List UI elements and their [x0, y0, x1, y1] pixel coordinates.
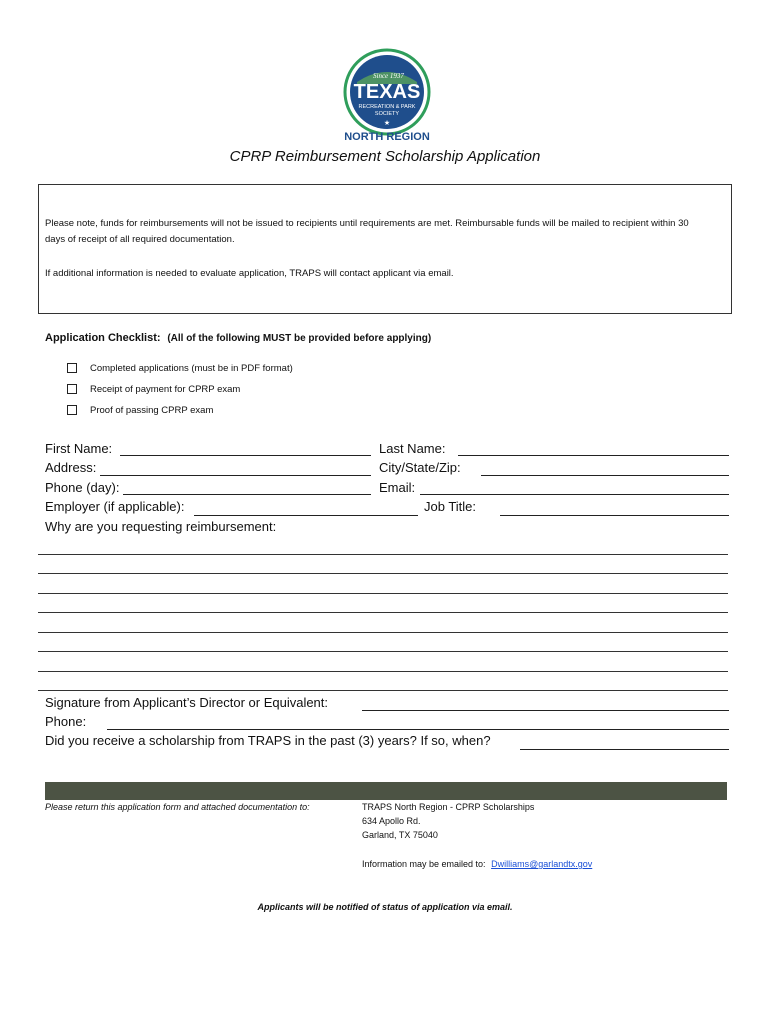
- why-answer-line[interactable]: [38, 651, 728, 652]
- first-name-field[interactable]: [120, 455, 371, 456]
- checklist-subtitle: (All of the following MUST be provided before applying): [167, 333, 432, 344]
- checklist-checkbox-1[interactable]: [67, 363, 77, 373]
- logo-sub-text-2: SOCIETY: [374, 111, 400, 117]
- scholarship-past-field[interactable]: [520, 749, 729, 750]
- signature-field[interactable]: [362, 710, 729, 711]
- email-prefix: Information may be emailed to:: [362, 859, 486, 869]
- phone-day-label: Phone (day):: [45, 480, 120, 495]
- checklist-item: [67, 403, 213, 417]
- checklist-item: [67, 361, 293, 375]
- phone-day-field[interactable]: [123, 494, 371, 495]
- checklist-item-label: Proof of passing CPRP exam: [90, 404, 214, 416]
- email-info: [362, 859, 592, 869]
- address-label: Address:: [45, 460, 97, 475]
- checklist-checkbox-2[interactable]: [67, 384, 77, 394]
- logo-sub-text-1: RECREATION & PARK: [358, 104, 416, 110]
- email-link[interactable]: Dwilliams@garlandtx.gov: [491, 859, 593, 869]
- why-label: Why are you requesting reimbursement:: [45, 519, 277, 534]
- logo-since-text: Since 1937: [373, 72, 404, 80]
- notice-box: [38, 184, 732, 314]
- return-instructions: Please return this application form and attached documentation to:: [45, 802, 310, 812]
- star-icon: ★: [383, 120, 391, 127]
- address-line-1: TRAPS North Region - CPRP Scholarships: [362, 802, 535, 812]
- email-field[interactable]: [420, 494, 729, 495]
- first-name-label: First Name:: [45, 441, 113, 456]
- notice-paragraph-2: If additional information is needed to evaluate application, TRAPS will contact applicant via email.: [45, 268, 454, 279]
- why-answer-line[interactable]: [38, 671, 728, 672]
- notice-paragraph-1: Please note, funds for reimbursements will not be issued to recipients until requirements are met. Reimbursable funds will be mailed to recipient within 30 days of receipt of all required documentation.: [45, 218, 689, 245]
- job-title-field[interactable]: [500, 515, 729, 516]
- logo-region: NORTH REGION: [344, 131, 430, 143]
- why-answer-line[interactable]: [38, 593, 728, 594]
- city-state-zip-label: City/State/Zip:: [379, 460, 461, 475]
- director-phone-label: Phone:: [45, 714, 87, 729]
- page-title: CPRP Reimbursement Scholarship Application: [229, 148, 541, 165]
- checklist-title: Application Checklist:: [45, 332, 161, 344]
- notification-note: Applicants will be notified of status of application via email.: [257, 902, 513, 912]
- address-field[interactable]: [100, 475, 371, 476]
- employer-label: Employer (if applicable):: [45, 499, 185, 514]
- why-answer-line[interactable]: [38, 612, 728, 613]
- last-name-field[interactable]: [458, 455, 729, 456]
- email-label: Email:: [379, 480, 416, 495]
- why-answer-line[interactable]: [38, 554, 728, 555]
- checklist-item-label: Completed applications (must be in PDF format): [90, 362, 293, 374]
- city-state-zip-field[interactable]: [481, 475, 729, 476]
- checklist-item: [67, 382, 240, 396]
- scholarship-past-label: Did you receive a scholarship from TRAPS in the past (3) years? If so, when?: [45, 733, 491, 748]
- address-line-2: 634 Apollo Rd.: [362, 816, 421, 826]
- address-line-3: Garland, TX 75040: [362, 830, 438, 840]
- divider-bar: [45, 782, 727, 800]
- last-name-label: Last Name:: [379, 441, 446, 456]
- director-phone-field[interactable]: [107, 729, 729, 730]
- job-title-label: Job Title:: [424, 499, 477, 514]
- traps-logo: [343, 48, 431, 136]
- checklist-checkbox-3[interactable]: [67, 405, 77, 415]
- why-answer-line[interactable]: [38, 632, 728, 633]
- checklist-item-label: Receipt of payment for CPRP exam: [90, 383, 241, 395]
- logo-main-text: TEXAS: [353, 81, 421, 103]
- signature-label: Signature from Applicant’s Director or Equivalent:: [45, 695, 329, 710]
- why-answer-line[interactable]: [38, 573, 728, 574]
- why-answer-line[interactable]: [38, 690, 728, 691]
- checklist-heading: [45, 332, 431, 344]
- employer-field[interactable]: [194, 515, 418, 516]
